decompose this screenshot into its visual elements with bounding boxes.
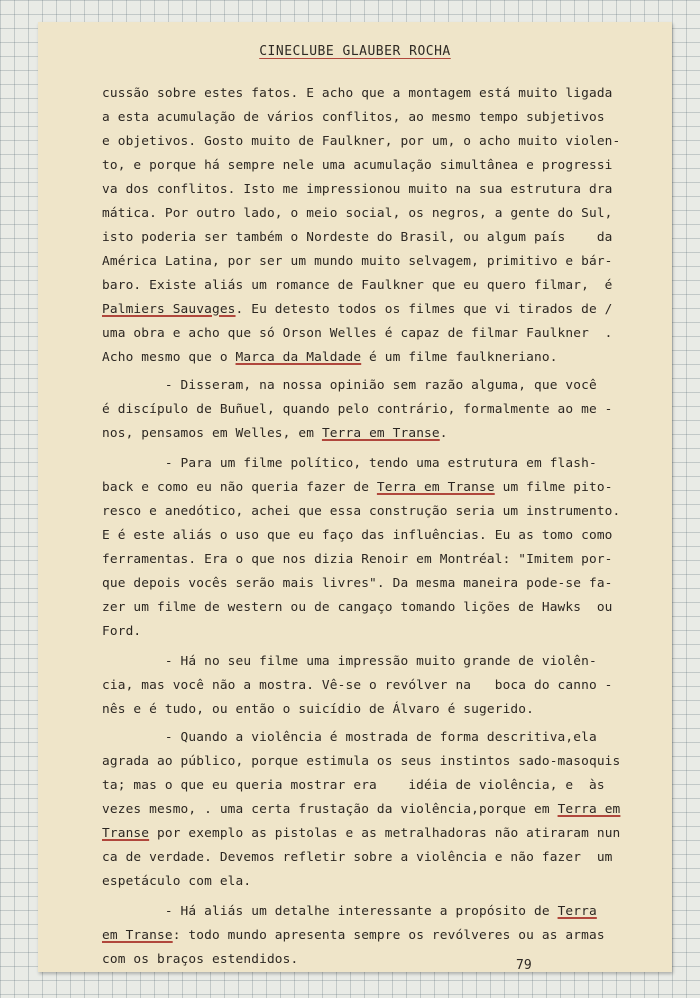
- text-line: baro. Existe aliás um romance de Faulkner que eu quero filmar, é: [102, 278, 613, 293]
- text-line: mática. Por outro lado, o meio social, os negros, a gente do Sul,: [102, 206, 613, 221]
- text-line: - Quando a violência é mostrada de forma descritiva,ela: [102, 730, 597, 745]
- text-line: E é este aliás o uso que eu faço das influências. Eu as tomo como: [102, 528, 613, 543]
- text-line: [102, 480, 668, 495]
- underlined-title: Terra em: [557, 802, 621, 817]
- text-line: Ford.: [102, 624, 142, 639]
- text-line: América Latina, por ser um mundo muito selvagem, primitivo e bár-: [102, 254, 613, 269]
- text-line: isto poderia ser também o Nordeste do Brasil, ou algum país da: [102, 230, 613, 245]
- header-title: CINECLUBE GLAUBER ROCHA: [259, 44, 451, 59]
- page-header: [38, 44, 672, 59]
- text-line: [102, 826, 668, 841]
- text-line: nês e é tudo, ou então o suicídio de Álvaro é sugerido.: [102, 702, 534, 717]
- text-line: uma obra e acho que só Orson Welles é capaz de filmar Faulkner .: [102, 326, 613, 341]
- text-line: [102, 302, 668, 317]
- text-segment: : todo mundo apresenta sempre os revólveres ou as armas: [172, 928, 605, 943]
- text-line: to, e porque há sempre nele uma acumulação simultânea e progressi: [102, 158, 613, 173]
- text-line: com os braços estendidos.: [102, 952, 299, 967]
- underlined-title: Transe: [102, 826, 150, 841]
- text-segment: Acho mesmo que o: [102, 350, 236, 365]
- text-line: va dos conflitos. Isto me impressionou muito na sua estrutura dra: [102, 182, 613, 197]
- document-page: [38, 22, 672, 972]
- text-line: zer um filme de western ou de cangaço tomando lições de Hawks ou: [102, 600, 613, 615]
- text-segment: um filme pito-: [494, 480, 613, 495]
- text-line: cia, mas você não a mostra. Vê-se o revólver na boca do canno -: [102, 678, 613, 693]
- text-line: a esta acumulação de vários conflitos, ao mesmo tempo subjetivos: [102, 110, 605, 125]
- text-segment: - Há aliás um detalhe interessante a propósito de: [102, 904, 558, 919]
- text-line: [102, 928, 668, 943]
- text-line: e objetivos. Gosto muito de Faulkner, por um, o acho muito violen-: [102, 134, 621, 149]
- text-line: ca de verdade. Devemos refletir sobre a violência e não fazer um: [102, 850, 613, 865]
- underlined-title: em Transe: [102, 928, 173, 943]
- text-line: resco e anedótico, achei que essa construção seria um instrumento.: [102, 504, 621, 519]
- underlined-title: Marca da Maldade: [235, 350, 362, 365]
- text-line: - Para um filme político, tendo uma estrutura em flash-: [102, 456, 597, 471]
- text-segment: vezes mesmo, . uma certa frustação da violência,porque em: [102, 802, 558, 817]
- text-line: - Disseram, na nossa opinião sem razão alguma, que você: [102, 378, 597, 393]
- page-number: 79: [516, 958, 532, 973]
- text-segment: é um filme faulkneriano.: [361, 350, 558, 365]
- text-line: é discípulo de Buñuel, quando pelo contrário, formalmente ao me -: [102, 402, 613, 417]
- underlined-title: Terra em Transe: [321, 426, 440, 441]
- text-line: ta; mas o que eu queria mostrar era idéia de violência, e às: [102, 778, 605, 793]
- text-line: [102, 426, 668, 441]
- text-segment: nos, pensamos em Welles, em: [102, 426, 322, 441]
- text-segment: .: [439, 426, 448, 441]
- text-line: [102, 904, 668, 919]
- text-line: que depois vocês serão mais livres". Da mesma maneira pode-se fa-: [102, 576, 613, 591]
- text-line: espetáculo com ela.: [102, 874, 252, 889]
- text-line: - Há no seu filme uma impressão muito grande de violên-: [102, 654, 597, 669]
- text-segment: . Eu detesto todos os filmes que vi tirados de /: [235, 302, 613, 317]
- text-line: [102, 350, 668, 365]
- text-line: [102, 802, 668, 817]
- text-segment: back e como eu não queria fazer de: [102, 480, 377, 495]
- text-line: ferramentas. Era o que nos dizia Renoir em Montréal: "Imitem por-: [102, 552, 613, 567]
- text-segment: por exemplo as pistolas e as metralhadoras não atiraram nun: [149, 826, 621, 841]
- underlined-title: Palmiers Sauvages: [102, 302, 236, 317]
- text-line: agrada ao público, porque estimula os seus instintos sado-masoquis: [102, 754, 621, 769]
- text-line: cussão sobre estes fatos. E acho que a montagem está muito ligada: [102, 86, 613, 101]
- underlined-title: Terra em Transe: [376, 480, 495, 495]
- underlined-title: Terra: [557, 904, 597, 919]
